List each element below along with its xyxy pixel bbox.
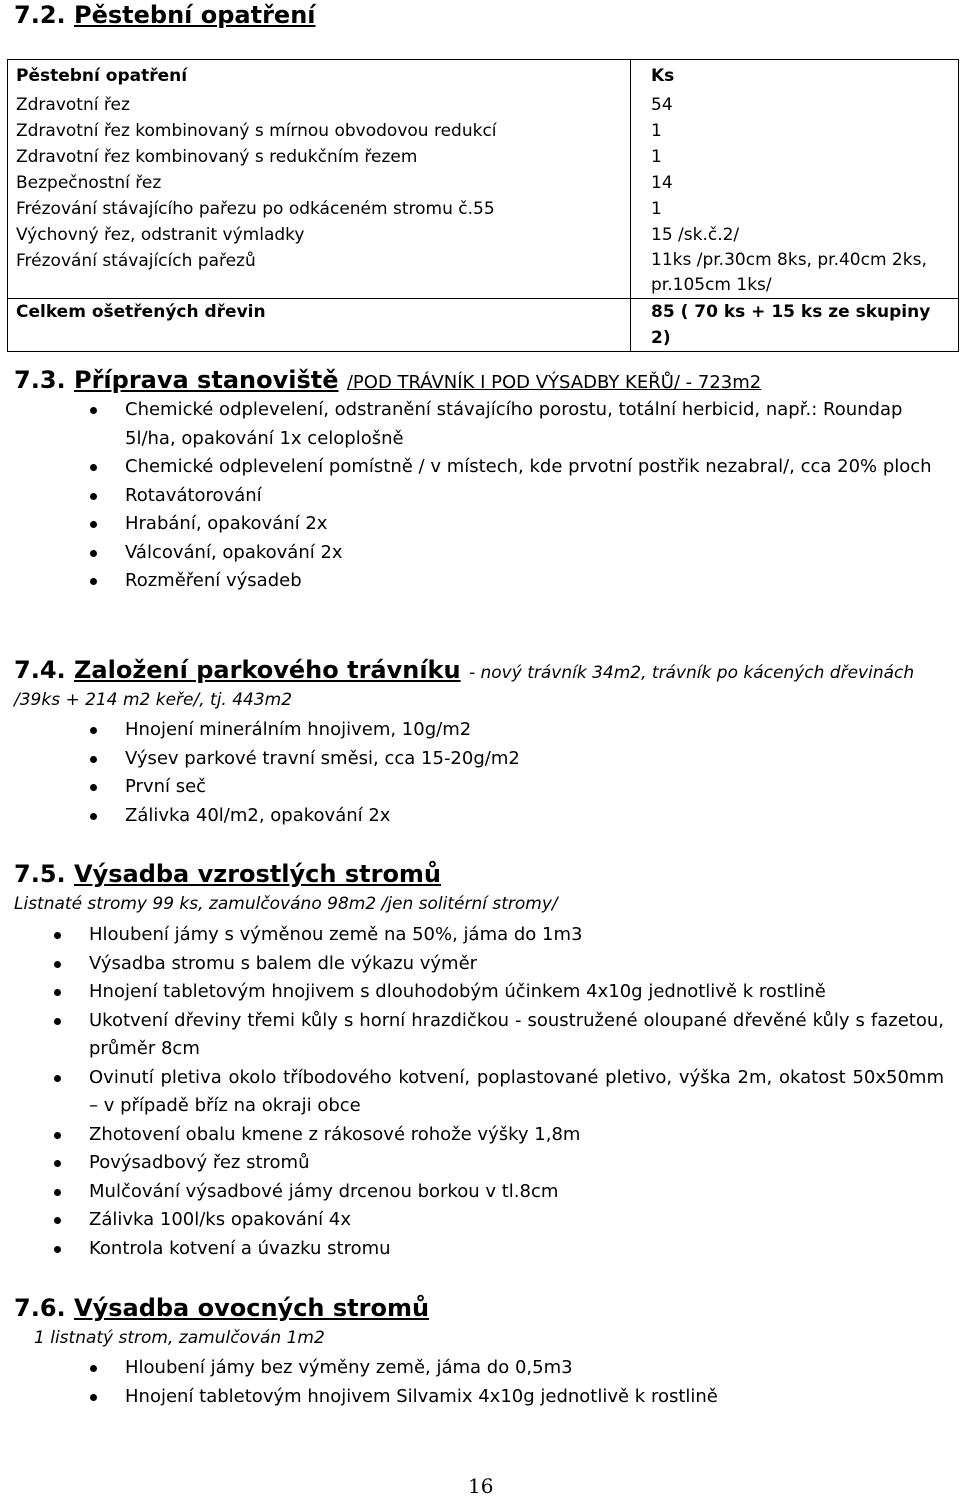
table-row — [8, 92, 959, 118]
bullet-icon — [90, 1365, 97, 1372]
table-row — [8, 222, 959, 248]
section-title: Výsadba ovocných stromů — [74, 1294, 430, 1322]
section-subtitle: /POD TRÁVNÍK I POD VÝSADBY KEŘŮ/ - 723m2 — [346, 372, 762, 393]
bullet-icon — [54, 1075, 61, 1082]
bullet-icon — [90, 578, 97, 585]
table-cell: 1 — [631, 118, 959, 144]
bullet-icon — [90, 493, 97, 500]
bullet-icon — [54, 1189, 61, 1196]
list-item — [54, 1149, 944, 1178]
table-header-row — [8, 60, 959, 93]
list-item — [90, 482, 950, 511]
bullet-icon — [54, 961, 61, 968]
bullet-icon — [90, 407, 97, 414]
bullet-icon — [54, 1132, 61, 1139]
list-item — [54, 1178, 944, 1207]
list-item — [90, 396, 950, 453]
list-item-text: Hnojení tabletovým hnojivem s dlouhodobým účinkem 4x10g jednotlivě k rostlině — [89, 981, 826, 1002]
section-number: 7.5. — [14, 860, 66, 888]
section-7-4-heading — [14, 656, 914, 684]
page-number: 16 — [468, 1474, 494, 1498]
table-total-row — [8, 299, 959, 352]
section-number: 7.6. — [14, 1294, 66, 1322]
list-item-text: Hloubení jámy s výměnou země na 50%, jáma do 1m3 — [89, 924, 583, 945]
table-cell: 54 — [631, 92, 959, 118]
bullet-list-7-5 — [54, 921, 944, 1263]
list-item-text: Mulčování výsadbové jámy drcenou borkou v tl.8cm — [89, 1180, 559, 1202]
table-row — [8, 144, 959, 170]
section-title: Pěstební opatření — [74, 1, 316, 29]
table-cell: Frézování stávajících pařezů — [8, 248, 631, 299]
section-subtitle: Listnaté stromy 99 ks, zamulčováno 98m2 /jen solitérní stromy/ — [14, 894, 558, 914]
measures-table — [7, 59, 959, 352]
list-item-text: Chemické odplevelení pomístně / v místech, kde prvotní postřik nezabral/, cca 20% ploch — [125, 456, 932, 477]
table-cell: 11ks /pr.30cm 8ks, pr.40cm 2ks, pr.105cm 1ks/ — [631, 248, 959, 299]
list-item — [54, 1206, 944, 1235]
table-cell: 1 — [631, 196, 959, 222]
list-item-text: První seč — [125, 776, 207, 797]
bullet-icon — [90, 727, 97, 734]
bullet-icon — [90, 813, 97, 820]
list-item — [54, 950, 944, 979]
table-row — [8, 248, 959, 299]
list-item-text: Rozměření výsadeb — [125, 570, 302, 591]
list-item — [54, 1235, 944, 1264]
section-subtitle: - nový trávník 34m2, trávník po kácených dřevinách — [468, 663, 915, 683]
bullet-list-7-4 — [90, 716, 950, 830]
section-subtitle: 1 listnatý strom, zamulčován 1m2 — [34, 1328, 325, 1348]
table-header-cell: Pěstební opatření — [8, 60, 631, 93]
list-item — [90, 745, 950, 774]
bullet-icon — [90, 756, 97, 763]
list-item-text: Hloubení jámy bez výměny země, jáma do 0,5m3 — [125, 1357, 573, 1378]
list-item-text: Válcování, opakování 2x — [125, 541, 343, 563]
list-item-text: Kontrola kotvení a úvazku stromu — [89, 1237, 391, 1259]
list-item — [90, 567, 950, 596]
table-row — [8, 196, 959, 222]
bullet-icon — [54, 1018, 61, 1025]
table-row — [8, 118, 959, 144]
section-title: Založení parkového trávníku — [74, 656, 461, 684]
bullet-icon — [54, 1246, 61, 1253]
list-item — [90, 716, 950, 745]
section-number: 7.3. — [14, 366, 66, 394]
list-item — [54, 921, 944, 950]
list-item-text: Hnojení minerálním hnojivem, 10g/m2 — [125, 719, 472, 740]
table-cell: Frézování stávajícího pařezu po odkáceném stromu č.55 — [8, 196, 631, 222]
list-item-text: Chemické odplevelení, odstranění stávajícího porostu, totální herbicid, např.: Roundap 5l/ha, opakování 1x celoplošně — [125, 399, 903, 449]
list-item — [90, 453, 950, 482]
bullet-icon — [90, 784, 97, 791]
list-item — [54, 978, 944, 1007]
table-total-cell: Celkem ošetřených dřevin — [8, 299, 631, 352]
list-item — [54, 1064, 944, 1121]
bullet-icon — [54, 932, 61, 939]
bullet-icon — [90, 464, 97, 471]
list-item — [90, 510, 950, 539]
list-item-text: Hrabání, opakování 2x — [125, 513, 328, 534]
table-cell: Výchovný řez, odstranit výmladky — [8, 222, 631, 248]
bullet-icon — [90, 1394, 97, 1401]
list-item — [90, 539, 950, 568]
list-item-text: Povýsadbový řez stromů — [89, 1152, 310, 1173]
bullet-list-7-3 — [90, 396, 950, 596]
list-item — [90, 1354, 950, 1383]
list-item-text: Ukotvení dřeviny třemi kůly s horní hrazdičkou - soustružené oloupané dřevěné kůly s fazetou, průměr 8cm — [89, 1009, 944, 1059]
bullet-list-7-6 — [90, 1354, 950, 1411]
list-item-text: Výsadba stromu s balem dle výkazu výměr — [89, 952, 478, 974]
bullet-icon — [54, 1160, 61, 1167]
list-item-text: Výsev parkové travní směsi, cca 15-20g/m2 — [125, 747, 520, 769]
section-title: Výsadba vzrostlých stromů — [74, 860, 442, 888]
bullet-icon — [90, 521, 97, 528]
table-cell: 14 — [631, 170, 959, 196]
section-7-6-heading — [14, 1294, 429, 1322]
section-number: 7.2. — [14, 1, 66, 29]
list-item-text: Ovinutí pletiva okolo tříbodového kotvení, poplastované pletivo, výška 2m, okatost 50x50mm – v případě bříz na okraji obce — [89, 1066, 944, 1116]
table-total-cell: 85 ( 70 ks + 15 ks ze skupiny 2) — [631, 299, 959, 352]
section-7-5-heading — [14, 860, 441, 888]
list-item-text: Zhotovení obalu kmene z rákosové rohože výšky 1,8m — [89, 1123, 581, 1145]
bullet-icon — [54, 1217, 61, 1224]
list-item-text: Rotavátorování — [125, 484, 262, 506]
section-title: Příprava stanoviště — [74, 366, 339, 394]
table-cell: Zdravotní řez kombinovaný s redukčním řezem — [8, 144, 631, 170]
section-7-3-heading — [14, 366, 761, 394]
list-item-text: Zálivka 100l/ks opakování 4x — [89, 1209, 352, 1230]
list-item-text: Hnojení tabletovým hnojivem Silvamix 4x10g jednotlivě k rostlině — [125, 1385, 718, 1407]
section-subtitle-cont: /39ks + 214 m2 keře/, tj. 443m2 — [14, 690, 293, 710]
list-item — [90, 1383, 950, 1412]
list-item-text: Zálivka 40l/m2, opakování 2x — [125, 804, 391, 826]
table-cell: Bezpečnostní řez — [8, 170, 631, 196]
list-item — [90, 773, 950, 802]
bullet-icon — [54, 989, 61, 996]
bullet-icon — [90, 550, 97, 557]
section-7-2-heading — [14, 1, 316, 29]
list-item — [90, 802, 950, 831]
table-cell: 1 — [631, 144, 959, 170]
list-item — [54, 1121, 944, 1150]
table-cell: Zdravotní řez — [8, 92, 631, 118]
table-row — [8, 170, 959, 196]
list-item — [54, 1007, 944, 1064]
table-header-cell: Ks — [631, 60, 959, 93]
section-number: 7.4. — [14, 656, 66, 684]
table-cell: 15 /sk.č.2/ — [631, 222, 959, 248]
table-cell: Zdravotní řez kombinovaný s mírnou obvodovou redukcí — [8, 118, 631, 144]
